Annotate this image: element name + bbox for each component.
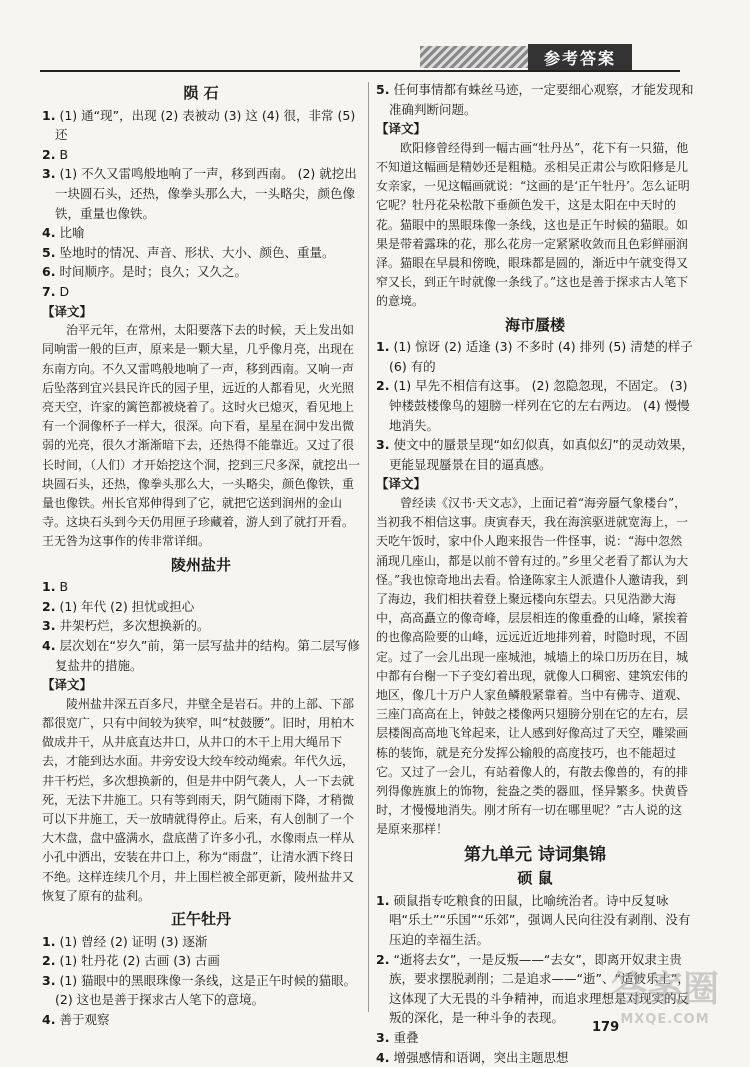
item-number: 1. [376, 892, 390, 908]
answer-item [376, 337, 694, 376]
item-text: 重叠 [393, 1029, 419, 1045]
answer-item [42, 971, 360, 1010]
item-number: 2. [376, 378, 390, 394]
answer-item [376, 435, 694, 474]
answer-item [42, 932, 360, 952]
translation-paragraph: 欧阳修曾经得到一幅古画“牡丹丛”，花下有一只猫，他不知道这幅画是精妙还是粗糙。丞相吴正肃公与欧阳修是儿女亲家，一见这幅画就说：“这画的是‘正午牡丹’。怎么证明它呢？牡丹花朵松散下垂颜色发干，这是太阳在中天时的花。猫眼中的黑眼珠像一条线，这也是正午时候的猫眼。如果是带着露珠的花，那么花房一定紧紧收敛而且色彩鲜丽润泽。猫眼在早晨和傍晚，眼珠都是圆的，渐近中午就变得又窄又长，到正午时就像一条线了。”这也是善于探求古人笔下的意境。 [376, 140, 690, 309]
item-number: 2. [42, 953, 56, 969]
item-text: (1) 牡丹花 (2) 古画 (3) 古画 [59, 953, 220, 969]
column-divider [368, 82, 369, 1012]
item-number: 2. [42, 598, 56, 614]
item-text: (1) 年代 (2) 担忧或担心 [59, 598, 195, 614]
item-number: 4. [42, 225, 56, 241]
item-number: 5. [42, 244, 56, 260]
answer-item [42, 616, 360, 636]
item-text: 比喻 [59, 225, 85, 241]
answer-item [376, 1048, 694, 1067]
item-text: 使文中的蜃景呈现“如幻似真，如真似幻”的灵动效果，更能显现蜃景在目的逼真感。 [389, 437, 694, 472]
answer-item [376, 891, 694, 950]
item-text: (1) 猫眼中的黑眼珠像一条线，这是正午时候的猫眼。 (2) 这也是善于探求古人笔下的意境。 [55, 972, 357, 1008]
translation-paragraph: 治平元年，在常州，太阳要落下去的时候，天上发出如同响雷一般的巨声，原来是一颗大星，几乎像月亮，出现在东南方向。不久又雷鸣般地响了一声，移到西南。又响一声后坠落到宜兴县民许氏的园子里，远近的人都看见，火光照亮天空，许家的篱笆都被烧着了。这时火已熄灭，看见地上有一个洞像杯子一样大，很深。向下看，星星在洞中发出微弱的光亮，很久才渐渐暗下去，还热得不能靠近。又过了很长时间，（人们）才开始挖这个洞，挖到三尺多深，就挖出一块圆石头，还热，像拳头那么大，一头略尖，颜色像铁，重量也像铁。州长官郑伸得到了它，就把它送到润州的金山寺。这块石头到今天仍用匣子珍藏着，游人到了就打开看。王无咎为这事作的传非常详细。 [42, 323, 361, 549]
item-text: 增强感情和语调，突出主题思想 [393, 1049, 569, 1065]
answer-item [42, 164, 360, 223]
item-text: 硕鼠指专吃粮食的田鼠，比喻统治者。诗中反复咏唱“乐土”“乐国”“乐郊”，强调人民向往没有剥削、没有压迫的幸福生活。 [389, 892, 691, 947]
item-text: 时间顺序。是时；良久；又久之。 [59, 264, 247, 280]
item-text: 层次划在“岁久”前，第一层写盐井的结构。第二层写修复盐井的措施。 [55, 637, 360, 673]
header-rule [40, 70, 680, 72]
item-text: (1) 惊讶 (2) 适逢 (3) 不多时 (4) 排列 (5) 清楚的样子 (6) 有的 [389, 339, 693, 374]
item-number: 6. [42, 264, 56, 280]
item-number: 4. [376, 1049, 390, 1065]
item-number: 7. [42, 283, 56, 299]
section-title-lingzhou: 陵州盐井 [170, 555, 231, 574]
answer-item [42, 951, 360, 971]
watermark-sub: MXQE.COM [620, 1012, 710, 1027]
translation-tag: 【译文】 [376, 476, 427, 492]
item-text: (1) 曾经 (2) 证明 (3) 逐渐 [59, 933, 208, 949]
item-number: 5. [376, 82, 390, 97]
answer-item [42, 282, 360, 302]
item-number: 2. [376, 951, 390, 967]
item-text: (1) 不久又雷鸣般地响了一声，移到西南。 (2) 就挖出一块圆石头，还热，像拳头那么大，一头略尖，颜色像铁，重量也像铁。 [55, 166, 357, 221]
item-number: 3. [376, 437, 390, 453]
item-number: 1. [42, 579, 56, 595]
translation-tag: 【译文】 [42, 303, 93, 319]
answer-item [42, 1010, 360, 1030]
item-number: 3. [42, 972, 56, 988]
translation-tag: 【译文】 [42, 677, 93, 693]
item-text: 坠地时的情况、声音、形状、大小、颜色、重量。 [59, 244, 335, 260]
item-number: 1. [376, 339, 390, 355]
answer-item [42, 243, 360, 263]
answer-item [42, 262, 360, 282]
header-stripe-decoration [420, 46, 530, 68]
section-title-shuoshu: 硕 鼠 [517, 869, 553, 888]
item-text: B [59, 146, 69, 162]
item-number: 4. [42, 1011, 56, 1027]
answer-item [42, 106, 360, 145]
item-text: 任何事情都有蛛丝马迹，一定要细心观察，才能发现和准确判断问题。 [389, 82, 694, 117]
item-text: (1) 早先不相信有这事。 (2) 忽隐忽现，不固定。 (3) 钟楼鼓楼像鸟的翅膀一样列在它的左右两边。 (4) 慢慢地消失。 [389, 378, 690, 433]
unit-title: 第九单元 诗词集锦 [464, 844, 606, 865]
watermark-main: 答案圈 [610, 969, 719, 1010]
item-number: 1. [42, 933, 56, 949]
header-badge: 参考答案 [528, 44, 632, 70]
item-text: “逝将去女”，一是反叛——“去女”，即离开奴隶主贵族，要求摆脱剥削；二是追求——“逝”、“适彼乐土”，这体现了大无畏的斗争精神，而追求理想是对现实的反叛的深化，是一种斗争的表现。 [389, 951, 690, 1026]
section-title-zhengwu: 正午牡丹 [170, 909, 231, 928]
item-number: 4. [42, 637, 56, 653]
answer-item [42, 145, 360, 165]
item-text: 善于观察 [59, 1011, 110, 1027]
item-text: 井架朽烂，多次想换新的。 [59, 618, 210, 634]
answer-item [42, 597, 360, 617]
page-number: 179 [592, 1020, 620, 1035]
translation-paragraph: 曾经读《汉书·天文志》，上面记着“海旁蜃气象楼台”，当初我不相信这事。庚寅春天，我在海滨驱迸就宽海上，一天吃午饭时，家中仆人跑来报告一件怪事，说：“海中忽然涌现几座山，都是以前不曾有过的。”乡里父老看了都认为大怪。”我也惊奇地出去看。恰逢陈家主人派遣仆人邀请我，到了海边，我们相扶着登上聚远楼向东望去。只见浩渺大海中，高高矗立的像奇峰，层层相连的像重叠的山峰，紧挨着的也像高险要的山峰，远远近近地排列着，时隐时现，不固定。过了一会儿出现一座城池，城墙上的垛口历历在目，城中都有台榭一下子变幻着出现，就像人口稠密、建筑宏伟的地区，像几十万户人家鱼鳞般紧靠着。当中有佛寺、道观、三座门高高在上，钟鼓之楼像两只翅膀分别在它的左右，层层楼阁高高地飞耸起来，让人感到好像高过了天空，雕梁画栋的装饰，就是充分发挥公输般的高度技巧，也不能超过它。又过了一会儿，有站着像人的，有散去像兽的，有的排列得像旌旗上的饰物，瓮盎之类的器皿，怪异繁多。快黄昏时，才慢慢地消失。刚才所有一切在哪里呢？”古人说的这是原来那样！ [376, 495, 689, 837]
item-text: B [59, 579, 69, 595]
left-column [42, 80, 360, 1030]
section-title-haishi: 海市蜃楼 [504, 315, 565, 334]
item-number: 3. [376, 1029, 390, 1045]
item-number: 3. [42, 166, 56, 182]
translation-tag: 【译文】 [376, 121, 427, 137]
item-text: D [59, 283, 70, 299]
section-title-yunshi: 陨 石 [183, 84, 219, 102]
answer-item [376, 376, 694, 435]
answer-item [42, 223, 360, 243]
item-number: 2. [42, 146, 56, 162]
item-text: (1) 通“现”，出现 (2) 表被动 (3) 这 (4) 很，非常 (5) 还 [55, 107, 356, 143]
translation-paragraph: 陵州盐井深五百多尺，井壁全是岩石。井的上部、下部都很宽广，只有中间较为狭窄，叫“杖鼓腰”。旧时，用柏木做成井干，从井底直达井口，从井口的木干上用大绳吊下去，才能到达水面。井旁安设大绞车绞动绳索。年代久远，井干朽烂，多次想换新的，但是井中阴气袭人，人一下去就死，无法下井施工。只有等到雨天，阴气随雨下降，才稍微可以下井施工，天一放晴就得停止。后来，有人创制了一个大木盘，盘中盛满水，盘底凿了许多小孔，水像雨点一样从小孔中洒出，安装在井口上，称为“雨盘”，让清水洒下终日不绝。这样连续几个月，井上围栏被全部更新，陵州盐井又恢复了原有的盐利。 [42, 696, 355, 903]
right-column [376, 80, 694, 1067]
answer-item [376, 80, 694, 119]
answer-item [42, 636, 360, 675]
item-number: 3. [42, 618, 56, 634]
answer-item [42, 577, 360, 597]
item-number: 1. [42, 107, 56, 123]
